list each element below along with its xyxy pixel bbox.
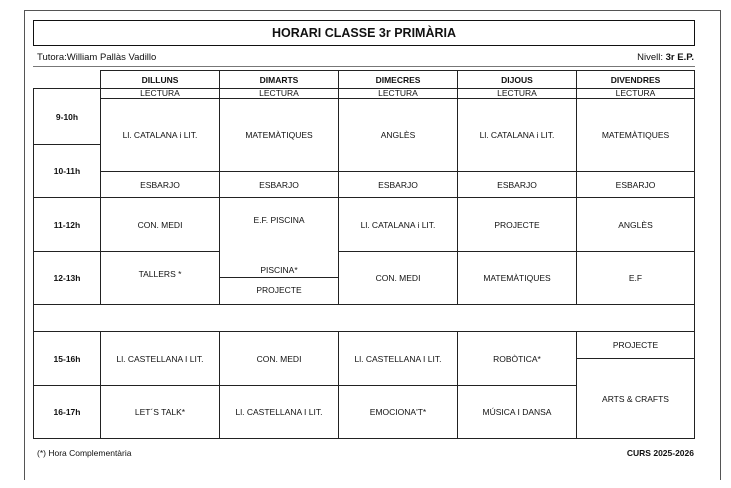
class-cell: Ll. CATALANA i LIT. — [338, 197, 458, 252]
class-cell: TALLERS * — [100, 251, 220, 305]
class-cell: MATEMÀTIQUES — [457, 251, 577, 305]
page-title: HORARI CLASSE 3r PRIMÀRIA — [33, 20, 695, 46]
class-cell: CON. MEDI — [100, 197, 220, 252]
class-cell: MATEMÀTIQUES — [576, 98, 695, 172]
day-header-tuesday: DIMARTS — [219, 70, 339, 89]
class-cell: ARTS & CRAFTS — [576, 358, 695, 439]
class-cell: Ll. CASTELLANA I LIT. — [338, 331, 458, 386]
reading-cell: LECTURA — [457, 88, 577, 99]
time-slot: 16-17h — [33, 385, 101, 439]
class-cell-label: PISCINA* — [260, 265, 298, 275]
class-cell: E.F — [576, 251, 695, 305]
class-cell: EMOCIONA'T* — [338, 385, 458, 439]
class-cell: MÚSICA I DANSA — [457, 385, 577, 439]
class-cell: CON. MEDI — [219, 331, 339, 386]
day-header-friday: DIVENDRES — [576, 70, 695, 89]
break-cell: ESBARJO — [576, 171, 695, 198]
class-cell: PROJECTE — [576, 331, 695, 359]
break-cell: ESBARJO — [457, 171, 577, 198]
class-cell: Ll. CATALANA i LIT. — [100, 98, 220, 172]
time-slot: 11-12h — [33, 197, 101, 252]
reading-cell: LECTURA — [576, 88, 695, 99]
tutor-label: Tutora:William Pallàs Vadillo — [37, 52, 157, 63]
break-cell: ESBARJO — [219, 171, 339, 198]
class-cell: Ll. CATALANA i LIT. — [457, 98, 577, 172]
class-cell: PROJECTE — [457, 197, 577, 252]
day-header-thursday: DIJOUS — [457, 70, 577, 89]
level-label: Nivell: 3r E.P. — [637, 52, 694, 63]
class-cell: ANGLÈS — [338, 98, 458, 172]
divider — [33, 66, 695, 67]
class-cell: Ll. CASTELLANA I LIT. — [100, 331, 220, 386]
reading-cell: LECTURA — [338, 88, 458, 99]
reading-cell: LECTURA — [219, 88, 339, 99]
day-header-wednesday: DIMECRES — [338, 70, 458, 89]
class-cell: ROBÒTICA* — [457, 331, 577, 386]
time-slot: 15-16h — [33, 331, 101, 386]
class-cell: E.F. PISCINA — [219, 197, 339, 278]
reading-cell: LECTURA — [100, 88, 220, 99]
break-cell: ESBARJO — [100, 171, 220, 198]
class-cell: MATEMÀTIQUES — [219, 98, 339, 172]
footnote: (*) Hora Complementària — [37, 448, 132, 458]
course-year: CURS 2025-2026 — [626, 448, 694, 458]
class-cell: CON. MEDI — [338, 251, 458, 305]
class-cell: Ll. CASTELLANA I LIT. — [219, 385, 339, 439]
class-cell: ANGLÈS — [576, 197, 695, 252]
time-slot: 12-13h — [33, 251, 101, 305]
time-slot: 10-11h — [33, 144, 101, 198]
break-cell: ESBARJO — [338, 171, 458, 198]
lunch-break-row — [33, 304, 695, 332]
day-header-monday: DILLUNS — [100, 70, 220, 89]
time-slot: 9-10h — [33, 88, 101, 145]
class-cell: LET´S TALK* — [100, 385, 220, 439]
class-cell-label: PROJECTE — [256, 285, 302, 295]
